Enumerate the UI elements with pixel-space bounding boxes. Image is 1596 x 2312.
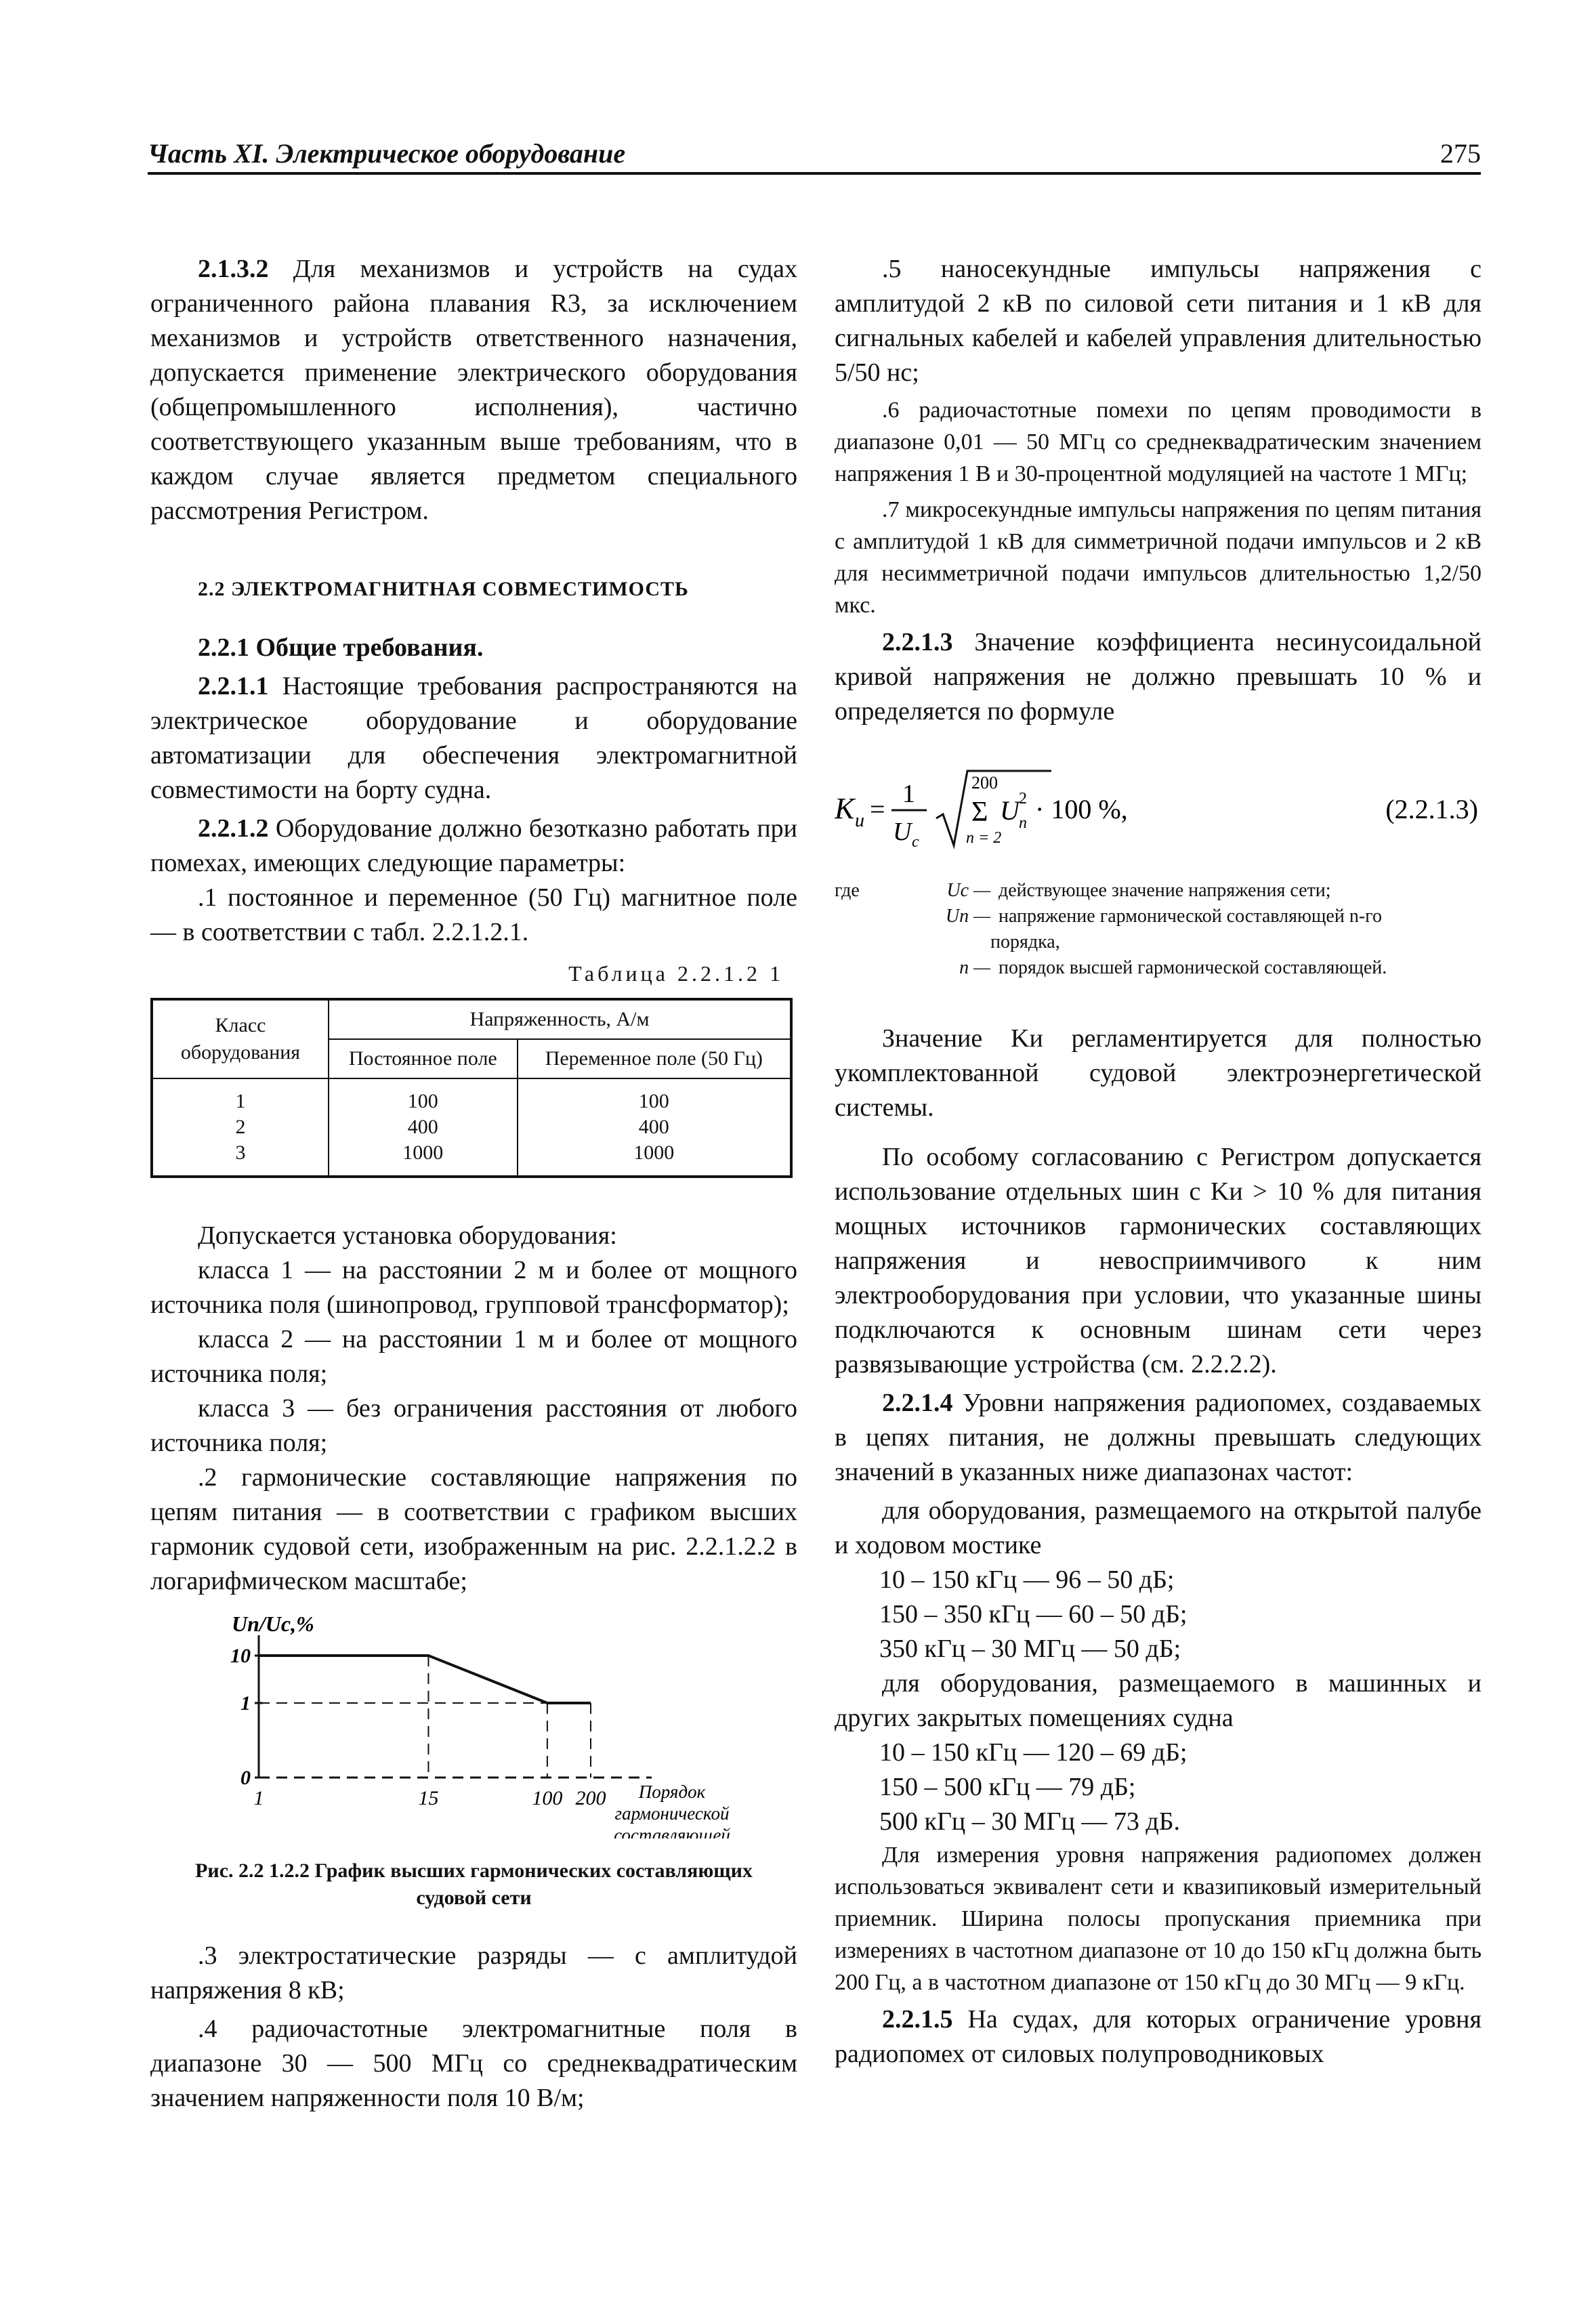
legend-symbol: Uп — xyxy=(945,906,990,927)
range-line: 350 кГц – 30 МГц — 50 дБ; xyxy=(879,1635,1181,1663)
clause-text: Уровни напряжения радиопомех, создаваемых в цепях питания, не должны превышать следующих значений в указанных ниже диапазонах частот: xyxy=(835,1389,1482,1486)
dc-value: 1000 xyxy=(402,1141,444,1164)
engine-room-text: для оборудования, размещаемого в машинных и других закрытых помещениях судна xyxy=(835,1669,1482,1732)
clause-number: 2.2.1.5 xyxy=(882,2005,953,2034)
legend-text: порядок высшей гармонической составляющей. xyxy=(999,957,1387,978)
table-cell-class xyxy=(152,1078,329,1177)
formula-term-sup: 2 xyxy=(1019,790,1027,807)
list-item-4: .4 радиочастотные электромагнитные поля в диапазоне 30 — 500 МГц со среднеквадратическим значением напряженности поля 10 В/м; xyxy=(150,2015,797,2112)
clause-number: 2.2.1.1 xyxy=(198,672,269,700)
clause-number: 2.1.3.2 xyxy=(198,255,269,283)
table-header-class: Класс оборудования xyxy=(152,999,329,1078)
clause-text: На судах, для которых ограничение уровня радиопомех от силовых полупроводниковых xyxy=(835,2005,1482,2068)
table-header-strength: Напряженность, А/м xyxy=(329,999,791,1039)
allowed-intro: Допускается установка оборудования: xyxy=(198,1221,617,1250)
table-cell-dc xyxy=(329,1078,518,1177)
clause-text: Оборудование должно безотказно работать при помехах, имеющих следующие параметры: xyxy=(150,814,797,877)
formula-number: (2.2.1.3) xyxy=(1385,794,1478,824)
table-row xyxy=(152,1078,791,1177)
x-axis-label: гармонической xyxy=(614,1803,730,1824)
class-1-text: класса 1 — на расстоянии 2 м и более от мощного источника поля (шинопровод, групповой трансформатор); xyxy=(150,1256,797,1319)
range-line: 10 – 150 кГц — 120 – 69 дБ; xyxy=(879,1738,1188,1767)
paragraph-2-2-1-5 xyxy=(835,2002,1482,2072)
formula-eq: = xyxy=(870,794,885,824)
list-item-2: .2 гармонические составляющие напряжения по цепям питания — в соответствии с графиком высших гармоник судовой сети, изображенным на рис. 2.2.1.2.2 в логарифмическом масштабе; xyxy=(150,1463,797,1595)
class-value: 1 xyxy=(235,1090,246,1112)
table-header-dc: Постоянное поле xyxy=(329,1039,518,1078)
clause-number: 2.2.1.2 xyxy=(198,814,269,843)
clause-text: Значение коэффициента несинусоидальной кривой напряжения не должно превышать 10 % и определяется по формуле xyxy=(835,628,1482,726)
formula-frac-den-sub: c xyxy=(912,833,919,851)
page-header xyxy=(148,133,1481,175)
class-value: 3 xyxy=(235,1141,246,1164)
legend-row xyxy=(835,955,1482,981)
formula-sum-sym: Σ xyxy=(971,797,988,828)
page-number: 275 xyxy=(1440,138,1481,169)
left-column xyxy=(150,252,797,2116)
formula-sum-top: 200 xyxy=(971,773,998,793)
range-line: 150 – 500 кГц — 79 дБ; xyxy=(879,1773,1136,1801)
y-tick-label: 0 xyxy=(240,1767,251,1789)
formula-lhs: K xyxy=(835,792,855,825)
list-item-5: .5 наносекундные импульсы напряжения с амплитудой 2 кВ по силовой сети питания и 1 кВ для сигнальных кабелей и кабелей управления длительностью 5/50 нс; xyxy=(835,255,1482,387)
clause-text: Настоящие требования распространяются на электрическое оборудование и оборудование автоматизации для обеспечения электромагнитной совместимости на борту судна. xyxy=(150,672,797,804)
magnetic-field-table xyxy=(150,998,793,1178)
harmonics-chart-svg xyxy=(150,1615,797,1838)
legend-where: где xyxy=(835,880,860,901)
legend-text: напряжение гармонической составляющей n-го xyxy=(999,906,1382,927)
paragraph-2-2-1-3 xyxy=(835,625,1482,729)
ac-value: 1000 xyxy=(633,1141,675,1164)
table-cell-ac xyxy=(518,1078,791,1177)
list-item-6: .6 радиочастотные помехи по цепям проводимости в диапазоне 0,01 — 50 МГц со среднеквадратическим значением напряжения 1 В и 30-процентной модуляцией на частоте 1 МГц; xyxy=(835,398,1482,486)
figure-caption: Рис. 2.2 1.2.2 График высших гармонических составляющих судовой сети xyxy=(195,1859,753,1909)
harmonics-chart xyxy=(150,1615,797,1838)
ac-value: 100 xyxy=(638,1090,669,1112)
formula-tail: · 100 %, xyxy=(1035,794,1128,824)
y-axis-label: Uп/Uс,% xyxy=(232,1615,314,1636)
series-line xyxy=(259,1656,591,1703)
subsection-general-requirements: 2.2.1 Общие требования. xyxy=(198,633,484,662)
clause-number: 2.2.1.3 xyxy=(882,628,953,656)
range-line: 500 кГц – 30 МГц — 73 дБ. xyxy=(879,1807,1181,1836)
measurement-text: Для измерения уровня напряжения радиопомех должен использоваться эквивалент сети и квазипиковый измерительный приемник. Ширина полосы пропускания приемника при измерениях в частотном диапазоне от 10 до 150 кГц должна быть 200 Гц, а в частотном диапазоне от 150 кГц до 30 МГц — 9 кГц. xyxy=(835,1843,1482,1995)
x-tick-label: 200 xyxy=(575,1787,606,1809)
section-title-emc: 2.2 ЭЛЕКТРОМАГНИТНАЯ СОВМЕСТИМОСТЬ xyxy=(198,578,689,600)
legend-row xyxy=(835,904,1482,929)
formula-svg xyxy=(835,756,1482,864)
paragraph-2-2-1-1 xyxy=(150,669,797,807)
right-column xyxy=(835,252,1482,2072)
dc-value: 100 xyxy=(407,1090,438,1112)
y-tick-label: 10 xyxy=(230,1645,251,1667)
header-title: Часть XI. Электрическое оборудование xyxy=(148,138,626,169)
formula-sum-bottom: n = 2 xyxy=(966,829,1002,847)
formula-frac-den: U xyxy=(893,818,912,846)
formula-term: U xyxy=(1000,795,1020,826)
open-deck-text: для оборудования, размещаемого на открытой палубе и ходовом мостике xyxy=(835,1496,1482,1559)
formula-2-2-1-3 xyxy=(835,756,1482,864)
legend-symbol: Uс — xyxy=(946,880,990,901)
list-item-3: .3 электростатические разряды — с амплитудой напряжения 8 кВ; xyxy=(150,1941,797,2004)
class-2-text: класса 2 — на расстоянии 1 м и более от мощного источника поля; xyxy=(150,1325,797,1388)
clause-text: Для механизмов и устройств на судах ограниченного района плавания R3, за исключением механизмов и устройств ответственного назначения, допускается применение электрического оборудования (общепромышленного исполнения), частично соответствующего указанным выше требованиям, что в каждом случае является предметом специального рассмотрения Регистром. xyxy=(150,255,797,525)
x-tick-label: 1 xyxy=(253,1787,264,1809)
class-3-text: класса 3 — без ограничения расстояния от любого источника поля; xyxy=(150,1394,797,1457)
legend-text: действующее значение напряжения сети; xyxy=(999,880,1331,901)
formula-frac-num: 1 xyxy=(902,780,915,808)
formula-lhs-sub: u xyxy=(855,810,864,831)
legend-row xyxy=(835,878,1482,904)
x-axis-label: Порядок xyxy=(638,1782,706,1802)
x-tick-label: 15 xyxy=(418,1787,439,1809)
paragraph-2-1-3-2 xyxy=(150,252,797,528)
range-line: 10 – 150 кГц — 96 – 50 дБ; xyxy=(879,1565,1175,1594)
formula-legend xyxy=(835,878,1482,981)
range-line: 150 – 350 кГц — 60 – 50 дБ; xyxy=(879,1600,1188,1628)
legend-symbol: n — xyxy=(959,957,990,978)
class-value: 2 xyxy=(235,1116,246,1138)
special-agreement-text: По особому согласованию с Регистром допускается использование отдельных шин с Kи > 10 % для питания мощных источников гармонических составляющих напряжения и невосприимчивого к ним электрооборудования при условии, что указанные шины подключаются к основным шинам сети через развязывающие устройства (см. 2.2.2.2). xyxy=(835,1143,1482,1379)
paragraph-2-2-1-4 xyxy=(835,1386,1482,1490)
table-header-ac: Переменное поле (50 Гц) xyxy=(518,1039,791,1078)
y-tick-label: 1 xyxy=(240,1692,251,1715)
clause-number: 2.2.1.4 xyxy=(882,1389,953,1417)
list-item-1: .1 постоянное и переменное (50 Гц) магнитное поле — в соответствии с табл. 2.2.1.2.1. xyxy=(150,883,797,946)
dc-value: 400 xyxy=(407,1116,438,1138)
list-item-7: .7 микросекундные импульсы напряжения по цепям питания с амплитудой 1 кВ для симметричной подачи импульсов и 2 кВ для несимметричной подачи импульсов длительностью 1,2/50 мкс. xyxy=(835,497,1482,618)
x-tick-label: 100 xyxy=(532,1787,563,1809)
x-axis-label: составляющей xyxy=(614,1825,730,1838)
ac-value: 400 xyxy=(638,1116,669,1138)
table-caption: Таблица 2.2.1.2 1 xyxy=(568,961,784,986)
ku-value-text: Значение Kи регламентируется для полностью укомплектованной судовой электроэнергетической системы. xyxy=(835,1024,1482,1122)
paragraph-2-2-1-2 xyxy=(150,812,797,881)
legend-continuation: порядка, xyxy=(990,931,1060,952)
formula-term-sub: n xyxy=(1019,814,1027,832)
